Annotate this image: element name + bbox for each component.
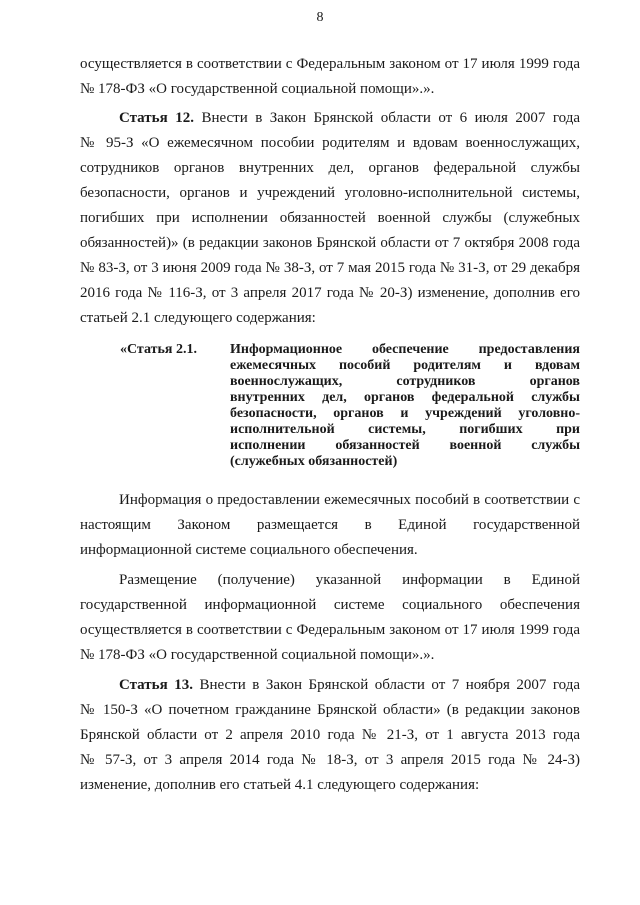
- article-2-1-label: «Статья 2.1.: [120, 342, 197, 357]
- text-line: № 83-З, от 3 июня 2009 года № 38-З, от 7 мая 2015 года № 31-З, от 29 декабря: [80, 260, 580, 276]
- text-line: Брянской области от 2 апреля 2010 года № 21-З, от 1 августа 2013 года: [80, 727, 580, 743]
- article-title-line: ежемесячных пособий родителям и вдовам: [230, 358, 580, 373]
- text-line: настоящим Законом размещается в Единой государственной: [80, 517, 580, 533]
- text-line: 2016 года № 116-З, от 3 апреля 2017 года № 20-З) изменение, дополнив его: [80, 285, 580, 301]
- text-line: государственной информационной системе социального обеспечения: [80, 597, 580, 613]
- text-line: Размещение (получение) указанной информации в Единой: [119, 572, 580, 588]
- article-13-first-line: Статья 13. Внести в Закон Брянской области от 7 ноября 2007 года: [119, 677, 581, 693]
- article-title-line: Информационное обеспечение предоставления: [230, 342, 580, 357]
- article-title-line: внутренних дел, органов федеральной службы: [230, 390, 580, 405]
- article-title-line: (служебных обязанностей): [230, 454, 398, 469]
- article-title-line: безопасности, органов и учреждений уголовно-: [230, 406, 580, 421]
- text-line: № 150-З «О почетном гражданине Брянской области» (в редакции законов: [80, 702, 580, 718]
- text-line: погибших при исполнении обязанностей военной службы (служебных: [80, 210, 580, 226]
- text-line: статьей 2.1 следующего содержания:: [80, 310, 316, 326]
- text-line: сотрудников органов внутренних дел, органов федеральной службы: [80, 160, 580, 176]
- article-12-label: Статья 12.: [119, 110, 194, 126]
- text-line: безопасности, органов и учреждений уголовно-исполнительной системы,: [80, 185, 580, 201]
- text-line: Информация о предоставлении ежемесячных пособий в соответствии с: [119, 492, 580, 508]
- text-line: № 178-ФЗ «О государственной социальной помощи».».: [80, 647, 435, 663]
- text-line: № 95-З «О ежемесячном пособии родителям и вдовам военнослужащих,: [80, 135, 580, 151]
- text-line: № 57-З, от 3 апреля 2014 года № 18-З, от 3 апреля 2015 года № 24-З): [80, 752, 580, 768]
- text-line: информационной системе социального обеспечения.: [80, 542, 418, 558]
- page-number: 8: [316, 10, 324, 25]
- article-title-line: исполнительной системы, погибших при: [230, 422, 580, 437]
- text-line: осуществляется в соответствии с Федеральным законом от 17 июля 1999 года: [80, 622, 580, 638]
- article-12-first-line: Статья 12. Внести в Закон Брянской области от 6 июля 2007 года: [119, 110, 581, 126]
- text-line: осуществляется в соответствии с Федеральным законом от 17 июля 1999 года: [80, 56, 580, 72]
- article-13-label: Статья 13.: [119, 677, 193, 693]
- article-title-line: военнослужащих, сотрудников органов: [230, 374, 580, 389]
- text-line: обязанностей)» (в редакции законов Брянской области от 7 октября 2008 года: [80, 235, 580, 251]
- article-title-line: исполнении обязанностей военной службы: [230, 438, 580, 453]
- text-line: № 178-ФЗ «О государственной социальной помощи».».: [80, 81, 435, 97]
- text-line: изменение, дополнив его статьей 4.1 следующего содержания:: [80, 777, 480, 793]
